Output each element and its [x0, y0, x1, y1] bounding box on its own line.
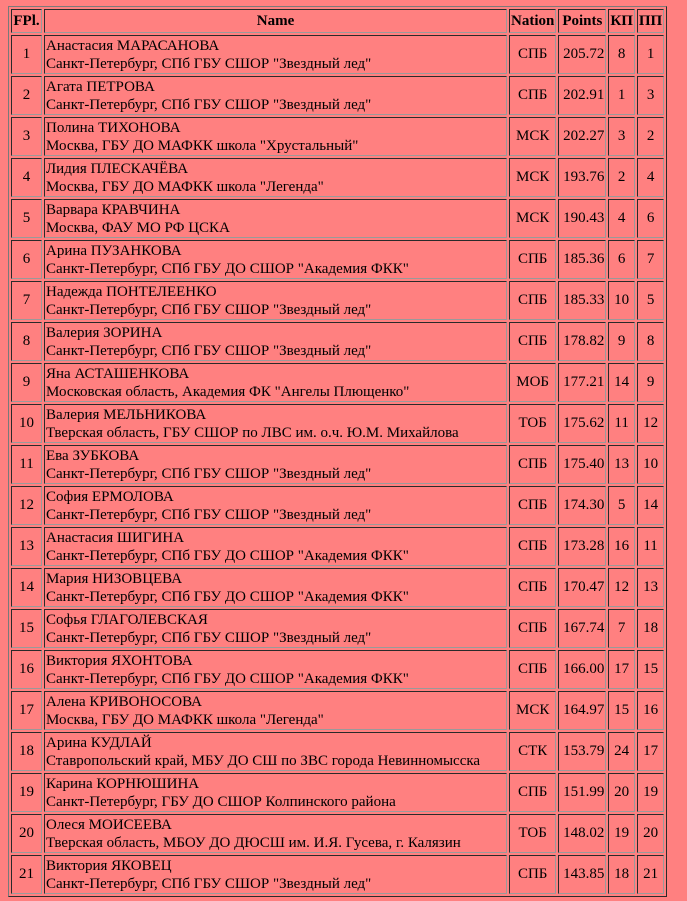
- nation-cell: МСК: [509, 199, 556, 238]
- skater-name: Агата ПЕТРОВА: [46, 78, 155, 95]
- free-skate-cell: 6: [637, 199, 664, 238]
- table-row: [11, 158, 664, 197]
- short-program-cell: 8: [608, 35, 635, 74]
- place-cell: 15: [11, 609, 42, 648]
- skater-club: Москва, ФАУ МО РФ ЦСКА: [46, 219, 230, 236]
- short-program-cell: 14: [608, 363, 635, 402]
- results-table: [8, 6, 667, 897]
- free-skate-cell: 3: [637, 76, 664, 115]
- skater-name: Варвара КРАВЧИНА: [46, 201, 181, 218]
- free-skate-cell: 8: [637, 322, 664, 361]
- place-cell: 5: [11, 199, 42, 238]
- header-row: [11, 9, 664, 33]
- points-cell: 175.62: [558, 404, 606, 443]
- nation-cell: СПБ: [509, 76, 556, 115]
- nation-cell: МСК: [509, 691, 556, 730]
- table-row: [11, 732, 664, 771]
- place-cell: 12: [11, 486, 42, 525]
- free-skate-cell: 16: [637, 691, 664, 730]
- nation-cell: ТОБ: [509, 404, 556, 443]
- place-cell: 11: [11, 445, 42, 484]
- place-cell: 19: [11, 773, 42, 812]
- name-cell: [44, 855, 507, 894]
- skater-club: Москва, ГБУ ДО МАФКК школа "Легенда": [46, 711, 324, 728]
- skater-name: Арина ПУЗАНКОВА: [46, 242, 182, 259]
- free-skate-cell: 2: [637, 117, 664, 156]
- short-program-cell: 1: [608, 76, 635, 115]
- table-row: [11, 568, 664, 607]
- points-cell: 177.21: [558, 363, 606, 402]
- free-skate-header: ПП: [637, 9, 664, 33]
- skater-name: Валерия ЗОРИНА: [46, 324, 163, 341]
- place-cell: 21: [11, 855, 42, 894]
- skater-club: Санкт-Петербург, СПб ГБУ СШОР "Звездный лед": [46, 342, 372, 359]
- skater-name: Анастасия ШИГИНА: [46, 529, 185, 546]
- place-cell: 18: [11, 732, 42, 771]
- points-cell: 202.91: [558, 76, 606, 115]
- name-header: Name: [44, 9, 507, 33]
- place-cell: 3: [11, 117, 42, 156]
- skater-name: Алена КРИВОНОСОВА: [46, 693, 203, 710]
- free-skate-cell: 1: [637, 35, 664, 74]
- nation-cell: СПБ: [509, 322, 556, 361]
- place-cell: 14: [11, 568, 42, 607]
- short-program-cell: 11: [608, 404, 635, 443]
- skater-club: Ставропольский край, МБУ ДО СШ по ЗВС города Невинномысска: [46, 752, 481, 769]
- short-program-cell: 16: [608, 527, 635, 566]
- points-cell: 151.99: [558, 773, 606, 812]
- nation-cell: СПБ: [509, 650, 556, 689]
- place-cell: 13: [11, 527, 42, 566]
- short-program-cell: 19: [608, 814, 635, 853]
- place-cell: 6: [11, 240, 42, 279]
- place-cell: 2: [11, 76, 42, 115]
- free-skate-cell: 4: [637, 158, 664, 197]
- nation-cell: СПБ: [509, 35, 556, 74]
- skater-name: Ева ЗУБКОВА: [46, 447, 140, 464]
- short-program-cell: 6: [608, 240, 635, 279]
- nation-cell: МСК: [509, 117, 556, 156]
- short-program-cell: 7: [608, 609, 635, 648]
- skater-name: Анастасия МАРАСАНОВА: [46, 37, 220, 54]
- table-row: [11, 609, 664, 648]
- table-row: [11, 76, 664, 115]
- skater-name: Яна АСТАШЕНКОВА: [46, 365, 190, 382]
- nation-cell: СПБ: [509, 609, 556, 648]
- free-skate-cell: 7: [637, 240, 664, 279]
- skater-club: Санкт-Петербург, СПб ГБУ СШОР "Звездный лед": [46, 629, 372, 646]
- free-skate-cell: 12: [637, 404, 664, 443]
- free-skate-cell: 14: [637, 486, 664, 525]
- skater-name: Лидия ПЛЕСКАЧЁВА: [46, 160, 189, 177]
- nation-cell: МОБ: [509, 363, 556, 402]
- name-cell: [44, 445, 507, 484]
- points-cell: 143.85: [558, 855, 606, 894]
- short-program-cell: 9: [608, 322, 635, 361]
- name-cell: [44, 158, 507, 197]
- skater-club: Санкт-Петербург, СПб ГБУ СШОР "Звездный лед": [46, 55, 372, 72]
- points-cell: 166.00: [558, 650, 606, 689]
- skater-club: Санкт-Петербург, СПб ГБУ СШОР "Звездный лед": [46, 506, 372, 523]
- name-cell: [44, 404, 507, 443]
- table-row: [11, 199, 664, 238]
- name-cell: [44, 527, 507, 566]
- skater-name: Арина КУДЛАЙ: [46, 734, 152, 751]
- free-skate-cell: 9: [637, 363, 664, 402]
- nation-header: Nation: [509, 9, 556, 33]
- free-skate-cell: 18: [637, 609, 664, 648]
- skater-club: Санкт-Петербург, ГБУ ДО СШОР Колпинского района: [46, 793, 396, 810]
- skater-club: Санкт-Петербург, СПб ГБУ ДО СШОР "Академия ФКК": [46, 670, 409, 687]
- short-program-cell: 2: [608, 158, 635, 197]
- skater-name: Карина КОРНЮШИНА: [46, 775, 200, 792]
- table-row: [11, 773, 664, 812]
- skater-club: Санкт-Петербург, СПб ГБУ ДО СШОР "Академия ФКК": [46, 260, 409, 277]
- free-skate-cell: 15: [637, 650, 664, 689]
- table-row: [11, 363, 664, 402]
- skater-club: Санкт-Петербург, СПб ГБУ ДО СШОР "Академия ФКК": [46, 547, 409, 564]
- skater-name: Полина ТИХОНОВА: [46, 119, 181, 136]
- points-cell: 173.28: [558, 527, 606, 566]
- place-cell: 1: [11, 35, 42, 74]
- points-cell: 153.79: [558, 732, 606, 771]
- table-row: [11, 445, 664, 484]
- points-cell: 175.40: [558, 445, 606, 484]
- skater-name: Валерия МЕЛЬНИКОВА: [46, 406, 207, 423]
- nation-cell: СПБ: [509, 568, 556, 607]
- nation-cell: СПБ: [509, 773, 556, 812]
- table-row: [11, 240, 664, 279]
- place-cell: 10: [11, 404, 42, 443]
- table-row: [11, 527, 664, 566]
- nation-cell: СПБ: [509, 281, 556, 320]
- place-cell: 9: [11, 363, 42, 402]
- skater-club: Москва, ГБУ ДО МАФКК школа "Легенда": [46, 178, 324, 195]
- short-program-cell: 18: [608, 855, 635, 894]
- place-cell: 8: [11, 322, 42, 361]
- short-program-cell: 15: [608, 691, 635, 730]
- points-cell: 178.82: [558, 322, 606, 361]
- place-cell: 20: [11, 814, 42, 853]
- table-row: [11, 117, 664, 156]
- skater-name: Виктория ЯКОВЕЦ: [46, 857, 172, 874]
- short-program-cell: 4: [608, 199, 635, 238]
- nation-cell: СПБ: [509, 527, 556, 566]
- skater-club: Тверская область, МБОУ ДО ДЮСШ им. И.Я. Гусева, г. Калязин: [46, 834, 461, 851]
- points-cell: 190.43: [558, 199, 606, 238]
- name-cell: [44, 609, 507, 648]
- nation-cell: СПБ: [509, 855, 556, 894]
- points-cell: 205.72: [558, 35, 606, 74]
- free-skate-cell: 19: [637, 773, 664, 812]
- free-skate-cell: 21: [637, 855, 664, 894]
- skater-name: Надежда ПОНТЕЛЕЕНКО: [46, 283, 217, 300]
- nation-cell: МСК: [509, 158, 556, 197]
- free-skate-cell: 10: [637, 445, 664, 484]
- name-cell: [44, 363, 507, 402]
- points-cell: 185.36: [558, 240, 606, 279]
- points-cell: 185.33: [558, 281, 606, 320]
- short-program-header: КП: [608, 9, 635, 33]
- table-row: [11, 35, 664, 74]
- table-row: [11, 322, 664, 361]
- short-program-cell: 5: [608, 486, 635, 525]
- skater-club: Санкт-Петербург, СПб ГБУ СШОР "Звездный лед": [46, 875, 372, 892]
- free-skate-cell: 5: [637, 281, 664, 320]
- table-row: [11, 486, 664, 525]
- nation-cell: СПБ: [509, 445, 556, 484]
- place-cell: 16: [11, 650, 42, 689]
- short-program-cell: 3: [608, 117, 635, 156]
- points-cell: 148.02: [558, 814, 606, 853]
- points-cell: 170.47: [558, 568, 606, 607]
- points-header: Points: [558, 9, 606, 33]
- skater-name: Софья ГЛАГОЛЕВСКАЯ: [46, 611, 208, 628]
- points-cell: 193.76: [558, 158, 606, 197]
- name-cell: [44, 199, 507, 238]
- table-row: [11, 281, 664, 320]
- skater-name: Олеся МОИСЕЕВА: [46, 816, 172, 833]
- free-skate-cell: 13: [637, 568, 664, 607]
- name-cell: [44, 814, 507, 853]
- place-cell: 4: [11, 158, 42, 197]
- points-cell: 174.30: [558, 486, 606, 525]
- name-cell: [44, 691, 507, 730]
- name-cell: [44, 281, 507, 320]
- free-skate-cell: 20: [637, 814, 664, 853]
- nation-cell: СПБ: [509, 240, 556, 279]
- name-cell: [44, 117, 507, 156]
- points-cell: 164.97: [558, 691, 606, 730]
- short-program-cell: 10: [608, 281, 635, 320]
- short-program-cell: 12: [608, 568, 635, 607]
- nation-cell: СТК: [509, 732, 556, 771]
- name-cell: [44, 240, 507, 279]
- skater-club: Тверская область, ГБУ СШОР по ЛВС им. о.ч. Ю.М. Михайлова: [46, 424, 459, 441]
- free-skate-cell: 17: [637, 732, 664, 771]
- table-row: [11, 650, 664, 689]
- name-cell: [44, 568, 507, 607]
- name-cell: [44, 322, 507, 361]
- skater-club: Санкт-Петербург, СПб ГБУ СШОР "Звездный лед": [46, 301, 372, 318]
- short-program-cell: 13: [608, 445, 635, 484]
- table-row: [11, 404, 664, 443]
- nation-cell: ТОБ: [509, 814, 556, 853]
- name-cell: [44, 486, 507, 525]
- free-skate-cell: 11: [637, 527, 664, 566]
- skater-name: София ЕРМОЛОВА: [46, 488, 174, 505]
- short-program-cell: 17: [608, 650, 635, 689]
- name-cell: [44, 76, 507, 115]
- skater-name: Мария НИЗОВЦЕВА: [46, 570, 183, 587]
- name-cell: [44, 732, 507, 771]
- name-cell: [44, 773, 507, 812]
- short-program-cell: 24: [608, 732, 635, 771]
- skater-club: Москва, ГБУ ДО МАФКК школа "Хрустальный": [46, 137, 359, 154]
- points-cell: 167.74: [558, 609, 606, 648]
- nation-cell: СПБ: [509, 486, 556, 525]
- skater-club: Санкт-Петербург, СПб ГБУ СШОР "Звездный лед": [46, 96, 372, 113]
- name-cell: [44, 650, 507, 689]
- skater-club: Санкт-Петербург, СПб ГБУ ДО СШОР "Академия ФКК": [46, 588, 409, 605]
- skater-name: Виктория ЯХОНТОВА: [46, 652, 193, 669]
- table-row: [11, 691, 664, 730]
- place-cell: 7: [11, 281, 42, 320]
- table-row: [11, 855, 664, 894]
- name-cell: [44, 35, 507, 74]
- table-row: [11, 814, 664, 853]
- place-cell: 17: [11, 691, 42, 730]
- short-program-cell: 20: [608, 773, 635, 812]
- skater-club: Санкт-Петербург, СПб ГБУ СШОР "Звездный лед": [46, 465, 372, 482]
- points-cell: 202.27: [558, 117, 606, 156]
- place-header: FPl.: [11, 9, 42, 33]
- skater-club: Московская область, Академия ФК "Ангелы Плющенко": [46, 383, 410, 400]
